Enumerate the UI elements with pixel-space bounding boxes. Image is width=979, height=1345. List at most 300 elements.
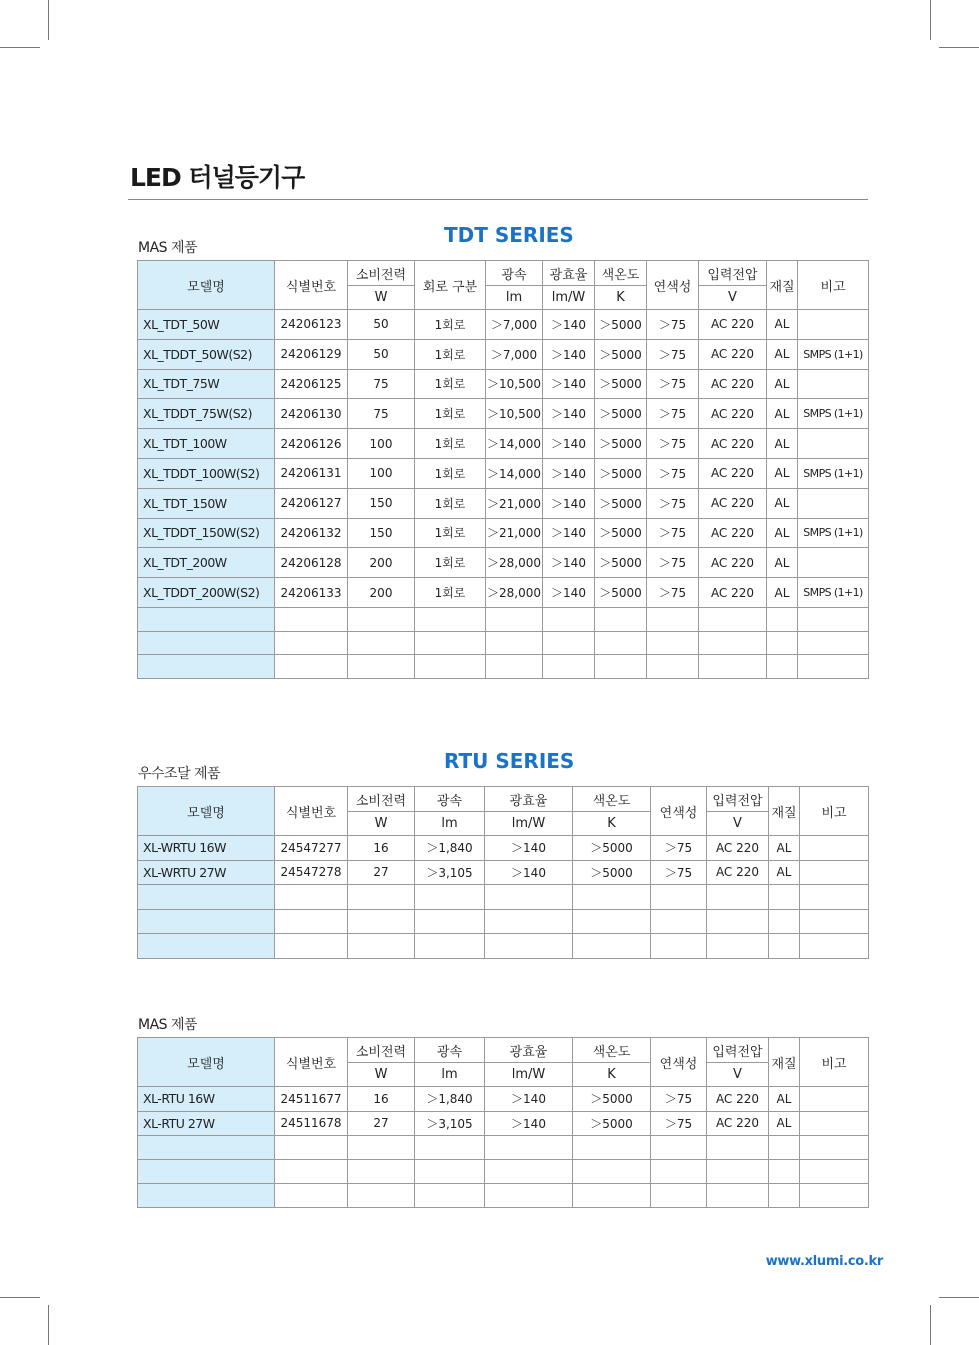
- crop-mark: [930, 1305, 931, 1345]
- cell-model: XL_TDDT_100W(S2): [138, 458, 275, 488]
- empty-cell: [595, 631, 647, 655]
- page-title: LED 터널등기구: [130, 163, 305, 192]
- header-cct-unit: K: [595, 286, 647, 310]
- cell-voltage: AC 220: [699, 429, 767, 459]
- cell-cct: ＞5000: [595, 310, 647, 340]
- crop-mark: [0, 1297, 40, 1298]
- empty-cell: [800, 1184, 869, 1208]
- table-row: [138, 458, 869, 488]
- empty-cell: [415, 1136, 485, 1160]
- cell-model: XL_TDT_75W: [138, 369, 275, 399]
- empty-cell: [348, 655, 415, 679]
- cell-cct: ＞5000: [595, 488, 647, 518]
- cell-note: [800, 860, 869, 885]
- header-flux-unit: lm: [415, 812, 485, 836]
- cell-cri: ＞75: [647, 399, 699, 429]
- title-divider: [128, 199, 868, 200]
- cell-model: XL-RTU 16W: [138, 1087, 275, 1112]
- cell-eff: ＞140: [543, 399, 595, 429]
- header-model: 모델명: [138, 1038, 275, 1087]
- empty-cell: [651, 934, 707, 959]
- cell-flux: ＞7,000: [486, 339, 543, 369]
- cell-material: AL: [769, 1087, 800, 1112]
- empty-table-row: [138, 655, 869, 679]
- empty-cell: [651, 1136, 707, 1160]
- header-model: 모델명: [138, 787, 275, 836]
- table-row: [138, 399, 869, 429]
- empty-cell: [138, 909, 275, 934]
- cell-power: 75: [348, 369, 415, 399]
- header-power: 소비전력: [348, 787, 415, 812]
- cell-material: AL: [767, 310, 798, 340]
- cell-eff: ＞140: [485, 1111, 573, 1136]
- empty-cell: [573, 1136, 651, 1160]
- empty-table-row: [138, 885, 869, 910]
- cell-note: [798, 488, 869, 518]
- cell-power: 27: [348, 1111, 415, 1136]
- cell-power: 150: [348, 488, 415, 518]
- footer-website-link[interactable]: www.xlumi.co.kr: [765, 1254, 883, 1269]
- cell-material: AL: [769, 1111, 800, 1136]
- crop-mark: [939, 1297, 979, 1298]
- rtu-spec-table: [137, 786, 869, 959]
- header-efficacy-unit: lm/W: [485, 812, 573, 836]
- empty-cell: [485, 934, 573, 959]
- empty-cell: [415, 885, 485, 910]
- cell-id: 24206133: [275, 578, 348, 608]
- cell-power: 100: [348, 429, 415, 459]
- cell-power: 150: [348, 518, 415, 548]
- header-cct: 색온도: [573, 787, 651, 812]
- empty-cell: [415, 909, 485, 934]
- cell-model: XL-WRTU 16W: [138, 836, 275, 861]
- cell-id: 24206123: [275, 310, 348, 340]
- cell-flux: ＞3,105: [415, 860, 485, 885]
- cell-model: XL-WRTU 27W: [138, 860, 275, 885]
- cell-voltage: AC 220: [699, 578, 767, 608]
- empty-cell: [573, 1160, 651, 1184]
- empty-cell: [769, 1160, 800, 1184]
- cell-circuit: 1회로: [415, 518, 486, 548]
- empty-cell: [275, 934, 348, 959]
- empty-cell: [543, 655, 595, 679]
- table-row: [138, 310, 869, 340]
- crop-mark: [0, 47, 40, 48]
- header-flux-unit: lm: [415, 1063, 485, 1087]
- table-row: [138, 369, 869, 399]
- cell-model: XL_TDT_50W: [138, 310, 275, 340]
- cell-circuit: 1회로: [415, 548, 486, 578]
- header-flux: 광속: [486, 261, 543, 286]
- empty-cell: [348, 1136, 415, 1160]
- empty-cell: [415, 1184, 485, 1208]
- empty-cell: [707, 909, 769, 934]
- cell-cri: ＞75: [651, 1087, 707, 1112]
- empty-cell: [138, 934, 275, 959]
- cell-id: 24547277: [275, 836, 348, 861]
- empty-cell: [707, 1160, 769, 1184]
- cell-circuit: 1회로: [415, 578, 486, 608]
- cell-power: 200: [348, 578, 415, 608]
- table-row: [138, 339, 869, 369]
- empty-cell: [767, 655, 798, 679]
- header-material: 재질: [769, 787, 800, 836]
- cell-flux: ＞1,840: [415, 1087, 485, 1112]
- empty-cell: [275, 607, 348, 631]
- cell-flux: ＞7,000: [486, 310, 543, 340]
- empty-table-row: [138, 607, 869, 631]
- cell-eff: ＞140: [485, 860, 573, 885]
- empty-cell: [348, 934, 415, 959]
- header-cct: 색온도: [573, 1038, 651, 1063]
- cell-note: SMPS (1+1): [798, 399, 869, 429]
- empty-cell: [769, 885, 800, 910]
- empty-cell: [800, 909, 869, 934]
- header-efficacy: 광효율: [485, 1038, 573, 1063]
- header-flux: 광속: [415, 787, 485, 812]
- empty-cell: [348, 1184, 415, 1208]
- cell-flux: ＞3,105: [415, 1111, 485, 1136]
- empty-cell: [348, 1160, 415, 1184]
- cell-voltage: AC 220: [699, 488, 767, 518]
- header-circuit: 회로 구분: [415, 261, 486, 310]
- empty-cell: [699, 631, 767, 655]
- empty-cell: [138, 885, 275, 910]
- empty-cell: [573, 909, 651, 934]
- empty-cell: [651, 909, 707, 934]
- cell-power: 200: [348, 548, 415, 578]
- header-power: 소비전력: [348, 261, 415, 286]
- empty-cell: [348, 631, 415, 655]
- empty-cell: [707, 934, 769, 959]
- cell-model: XL_TDDT_75W(S2): [138, 399, 275, 429]
- cell-cct: ＞5000: [595, 458, 647, 488]
- empty-cell: [595, 655, 647, 679]
- empty-cell: [138, 1160, 275, 1184]
- cell-voltage: AC 220: [699, 369, 767, 399]
- empty-cell: [707, 1136, 769, 1160]
- empty-cell: [486, 655, 543, 679]
- cell-cct: ＞5000: [595, 369, 647, 399]
- empty-cell: [415, 631, 486, 655]
- table-row: [138, 836, 869, 861]
- cell-cri: ＞75: [651, 860, 707, 885]
- header-voltage: 입력전압: [699, 261, 767, 286]
- table-row: [138, 578, 869, 608]
- cell-material: AL: [767, 488, 798, 518]
- empty-cell: [275, 885, 348, 910]
- header-efficacy: 광효율: [485, 787, 573, 812]
- cell-id: 24206125: [275, 369, 348, 399]
- cell-power: 50: [348, 310, 415, 340]
- empty-cell: [798, 631, 869, 655]
- cell-id: 24206131: [275, 458, 348, 488]
- empty-cell: [767, 607, 798, 631]
- table-row: [138, 429, 869, 459]
- empty-cell: [138, 655, 275, 679]
- empty-cell: [138, 1136, 275, 1160]
- empty-cell: [485, 1160, 573, 1184]
- cell-cct: ＞5000: [595, 339, 647, 369]
- cell-model: XL_TDT_150W: [138, 488, 275, 518]
- cell-note: [798, 310, 869, 340]
- header-id: 식별번호: [275, 787, 348, 836]
- empty-cell: [573, 885, 651, 910]
- empty-cell: [348, 607, 415, 631]
- cell-flux: ＞21,000: [486, 518, 543, 548]
- cell-cri: ＞75: [647, 369, 699, 399]
- cell-model: XL_TDDT_200W(S2): [138, 578, 275, 608]
- cell-voltage: AC 220: [699, 518, 767, 548]
- cell-eff: ＞140: [543, 369, 595, 399]
- cell-voltage: AC 220: [699, 339, 767, 369]
- empty-cell: [275, 631, 348, 655]
- empty-table-row: [138, 934, 869, 959]
- cell-cri: ＞75: [647, 548, 699, 578]
- header-cri: 연색성: [647, 261, 699, 310]
- header-power-unit: W: [348, 286, 415, 310]
- cell-model: XL_TDT_200W: [138, 548, 275, 578]
- empty-cell: [647, 631, 699, 655]
- cell-cri: ＞75: [651, 836, 707, 861]
- header-efficacy-unit: lm/W: [543, 286, 595, 310]
- cell-cri: ＞75: [647, 458, 699, 488]
- cell-material: AL: [767, 578, 798, 608]
- cell-note: SMPS (1+1): [798, 339, 869, 369]
- header-flux-unit: lm: [486, 286, 543, 310]
- series-title-tdt: TDT SERIES: [444, 223, 574, 247]
- table-row: [138, 518, 869, 548]
- cell-material: AL: [769, 860, 800, 885]
- cell-flux: ＞28,000: [486, 578, 543, 608]
- cell-flux: ＞10,500: [486, 369, 543, 399]
- cell-power: 27: [348, 860, 415, 885]
- empty-cell: [138, 607, 275, 631]
- cell-material: AL: [767, 339, 798, 369]
- empty-cell: [348, 909, 415, 934]
- empty-cell: [769, 934, 800, 959]
- empty-cell: [707, 1184, 769, 1208]
- cell-voltage: AC 220: [707, 836, 769, 861]
- cell-id: 24511677: [275, 1087, 348, 1112]
- empty-table-row: [138, 909, 869, 934]
- cell-material: AL: [767, 518, 798, 548]
- cell-voltage: AC 220: [699, 548, 767, 578]
- empty-cell: [573, 1184, 651, 1208]
- empty-cell: [651, 885, 707, 910]
- cell-cri: ＞75: [647, 310, 699, 340]
- empty-cell: [800, 885, 869, 910]
- cell-cri: ＞75: [651, 1111, 707, 1136]
- cell-model: XL_TDDT_150W(S2): [138, 518, 275, 548]
- cell-voltage: AC 220: [707, 1087, 769, 1112]
- header-power: 소비전력: [348, 1038, 415, 1063]
- cell-note: SMPS (1+1): [798, 578, 869, 608]
- cell-eff: ＞140: [543, 518, 595, 548]
- table-row: [138, 860, 869, 885]
- cell-id: 24206127: [275, 488, 348, 518]
- cell-cct: ＞5000: [595, 399, 647, 429]
- cell-id: 24206129: [275, 339, 348, 369]
- empty-cell: [769, 1184, 800, 1208]
- mas-rtu-spec-table: [137, 1037, 869, 1208]
- empty-cell: [415, 1160, 485, 1184]
- cell-cri: ＞75: [647, 518, 699, 548]
- empty-cell: [767, 631, 798, 655]
- cell-circuit: 1회로: [415, 399, 486, 429]
- cell-power: 50: [348, 339, 415, 369]
- cell-eff: ＞140: [543, 429, 595, 459]
- cell-material: AL: [767, 548, 798, 578]
- section-label-mas-rtu: MAS 제품: [138, 1017, 198, 1033]
- empty-cell: [595, 607, 647, 631]
- empty-cell: [486, 607, 543, 631]
- cell-cri: ＞75: [647, 429, 699, 459]
- cell-note: [798, 548, 869, 578]
- cell-cri: ＞75: [647, 488, 699, 518]
- empty-cell: [138, 631, 275, 655]
- cell-power: 75: [348, 399, 415, 429]
- empty-cell: [769, 909, 800, 934]
- header-cct-unit: K: [573, 1063, 651, 1087]
- cell-voltage: AC 220: [707, 1111, 769, 1136]
- cell-model: XL_TDDT_50W(S2): [138, 339, 275, 369]
- cell-note: [800, 1111, 869, 1136]
- cell-eff: ＞140: [543, 488, 595, 518]
- empty-cell: [573, 934, 651, 959]
- table-row: [138, 1087, 869, 1112]
- empty-cell: [651, 1184, 707, 1208]
- header-voltage-unit: V: [707, 812, 769, 836]
- empty-cell: [699, 607, 767, 631]
- header-id: 식별번호: [275, 1038, 348, 1087]
- cell-note: [800, 836, 869, 861]
- empty-cell: [800, 1160, 869, 1184]
- empty-cell: [415, 655, 486, 679]
- header-cri: 연색성: [651, 787, 707, 836]
- empty-cell: [138, 1184, 275, 1208]
- section-label-mas: MAS 제품: [138, 240, 198, 256]
- header-efficacy: 광효율: [543, 261, 595, 286]
- empty-cell: [415, 934, 485, 959]
- cell-circuit: 1회로: [415, 310, 486, 340]
- cell-id: 24206130: [275, 399, 348, 429]
- empty-cell: [647, 607, 699, 631]
- crop-mark: [48, 1305, 49, 1345]
- empty-cell: [800, 934, 869, 959]
- empty-cell: [543, 607, 595, 631]
- empty-cell: [415, 607, 486, 631]
- cell-cct: ＞5000: [573, 1111, 651, 1136]
- cell-cct: ＞5000: [595, 578, 647, 608]
- empty-cell: [485, 885, 573, 910]
- empty-cell: [275, 655, 348, 679]
- empty-cell: [275, 909, 348, 934]
- empty-cell: [800, 1136, 869, 1160]
- cell-flux: ＞10,500: [486, 399, 543, 429]
- cell-note: [798, 429, 869, 459]
- empty-cell: [486, 631, 543, 655]
- cell-cct: ＞5000: [573, 836, 651, 861]
- cell-eff: ＞140: [543, 458, 595, 488]
- cell-voltage: AC 220: [699, 310, 767, 340]
- table-row: [138, 488, 869, 518]
- cell-eff: ＞140: [485, 1087, 573, 1112]
- header-efficacy-unit: lm/W: [485, 1063, 573, 1087]
- cell-note: [798, 369, 869, 399]
- header-voltage-unit: V: [707, 1063, 769, 1087]
- cell-model: XL_TDT_100W: [138, 429, 275, 459]
- cell-id: 24206128: [275, 548, 348, 578]
- cell-id: 24206132: [275, 518, 348, 548]
- empty-cell: [769, 1136, 800, 1160]
- cell-id: 24206126: [275, 429, 348, 459]
- cell-power: 100: [348, 458, 415, 488]
- header-power-unit: W: [348, 1063, 415, 1087]
- empty-cell: [275, 1160, 348, 1184]
- cell-flux: ＞21,000: [486, 488, 543, 518]
- cell-cct: ＞5000: [573, 1087, 651, 1112]
- cell-id: 24547278: [275, 860, 348, 885]
- crop-mark: [939, 47, 979, 48]
- empty-cell: [275, 1184, 348, 1208]
- cell-circuit: 1회로: [415, 458, 486, 488]
- header-cct-unit: K: [573, 812, 651, 836]
- cell-material: AL: [769, 836, 800, 861]
- cell-cct: ＞5000: [595, 548, 647, 578]
- table-row: [138, 548, 869, 578]
- empty-cell: [275, 1136, 348, 1160]
- cell-eff: ＞140: [485, 836, 573, 861]
- empty-cell: [485, 1136, 573, 1160]
- empty-cell: [348, 885, 415, 910]
- header-voltage: 입력전압: [707, 1038, 769, 1063]
- header-material: 재질: [767, 261, 798, 310]
- crop-mark: [48, 0, 49, 40]
- cell-circuit: 1회로: [415, 488, 486, 518]
- empty-cell: [798, 655, 869, 679]
- empty-cell: [651, 1160, 707, 1184]
- empty-table-row: [138, 1184, 869, 1208]
- cell-circuit: 1회로: [415, 339, 486, 369]
- empty-cell: [485, 1184, 573, 1208]
- header-voltage-unit: V: [699, 286, 767, 310]
- cell-eff: ＞140: [543, 578, 595, 608]
- cell-material: AL: [767, 399, 798, 429]
- header-id: 식별번호: [275, 261, 348, 310]
- cell-id: 24511678: [275, 1111, 348, 1136]
- empty-table-row: [138, 1136, 869, 1160]
- cell-voltage: AC 220: [699, 458, 767, 488]
- header-material: 재질: [769, 1038, 800, 1087]
- cell-note: [800, 1087, 869, 1112]
- cell-cct: ＞5000: [595, 429, 647, 459]
- cell-flux: ＞14,000: [486, 458, 543, 488]
- cell-eff: ＞140: [543, 339, 595, 369]
- tdt-spec-table: [137, 260, 869, 679]
- series-title-rtu: RTU SERIES: [444, 749, 575, 773]
- cell-voltage: AC 220: [699, 399, 767, 429]
- empty-cell: [798, 607, 869, 631]
- section-label-procurement: 우수조달 제품: [138, 766, 221, 782]
- cell-circuit: 1회로: [415, 369, 486, 399]
- empty-cell: [699, 655, 767, 679]
- cell-note: SMPS (1+1): [798, 518, 869, 548]
- crop-mark: [930, 0, 931, 40]
- empty-cell: [707, 885, 769, 910]
- empty-table-row: [138, 631, 869, 655]
- cell-model: XL-RTU 27W: [138, 1111, 275, 1136]
